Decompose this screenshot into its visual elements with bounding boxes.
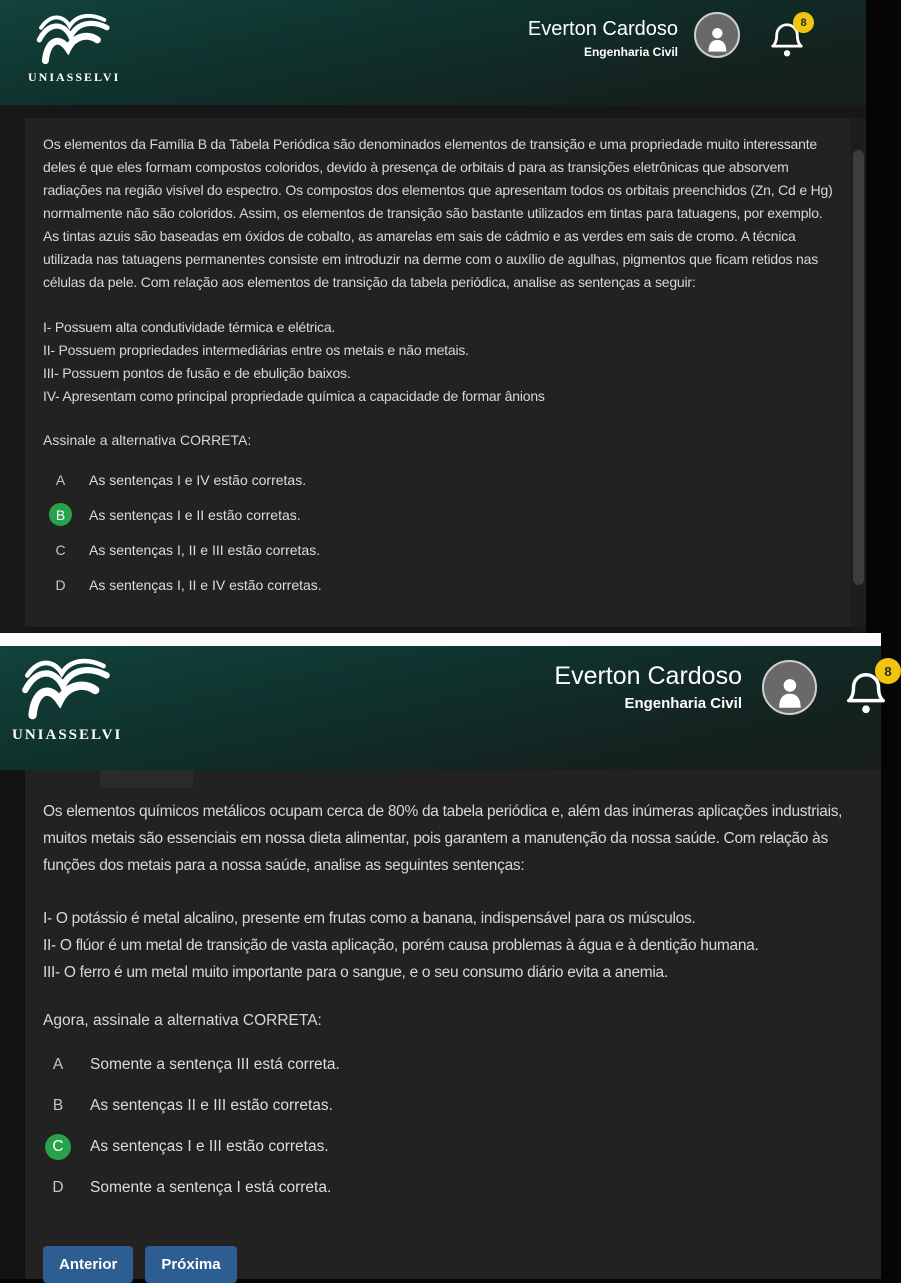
notifications-bell[interactable] <box>843 663 892 720</box>
statement-item: II- Possuem propriedades intermediárias entre os metais e não metais. <box>43 342 469 358</box>
option-letter: B <box>52 1097 64 1114</box>
previous-button[interactable]: Anterior <box>43 1246 133 1283</box>
option-letter: B <box>49 503 72 526</box>
screenshot-question-5 <box>0 646 892 1279</box>
user-name: Everton Cardoso <box>527 18 678 40</box>
notification-badge: 8 <box>793 12 814 33</box>
screenshot-question-4 <box>0 0 866 633</box>
person-icon <box>701 23 734 56</box>
statement-item: III- Possuem pontos de fusão e de ebulição baixos. <box>43 365 351 381</box>
loading-placeholder <box>100 770 193 788</box>
brand-name: UNIASSELVI <box>12 727 123 743</box>
statement-item: I- Possuem alta condutividade térmica e elétrica. <box>43 319 336 335</box>
user-course: Engenharia Civil <box>583 45 678 59</box>
option-c[interactable] <box>43 1134 863 1160</box>
option-a[interactable] <box>43 468 833 491</box>
option-letter: D <box>52 1179 64 1196</box>
option-d[interactable] <box>43 573 833 596</box>
person-icon <box>770 673 810 713</box>
option-c[interactable] <box>43 538 833 561</box>
user-name: Everton Cardoso <box>554 662 742 690</box>
option-a[interactable] <box>43 1052 863 1078</box>
brand-name: UNIASSELVI <box>28 70 121 84</box>
option-text: As sentenças II e III estão corretas. <box>90 1097 333 1114</box>
statement-list <box>43 905 863 986</box>
option-text: As sentenças I, II e IV estão corretas. <box>89 576 322 593</box>
user-meta <box>554 662 742 712</box>
statement-item: II- O flúor é um metal de transição de vasta aplicação, porém causa problemas à água e à dentição humana. <box>43 937 759 954</box>
notification-badge: 8 <box>875 658 901 684</box>
question-body: Os elementos químicos metálicos ocupam cerca de 80% da tabela periódica e, além das inúmeras aplicações industriais, muitos metais são essenciais em nossa dieta alimentar, pois garantem a manutenção da nossa saúde. Com relação às funções dos metais para a nossa saúde, analise as seguintes sentenças: <box>43 803 843 874</box>
option-text: As sentenças I e III estão corretas. <box>90 1138 329 1155</box>
statement-item: III- O ferro é um metal muito importante para o sangue, e o seu consumo diário evita a anemia. <box>43 964 668 981</box>
option-letter: C <box>55 541 66 558</box>
question-prompt: Assinale a alternativa CORRETA: <box>43 432 252 448</box>
pagination-buttons <box>43 1246 863 1283</box>
user-block <box>528 10 806 62</box>
screenshot-separator <box>0 633 881 646</box>
uniasselvi-logo[interactable] <box>28 10 120 85</box>
user-avatar[interactable] <box>762 660 817 715</box>
option-text: Somente a sentença I está correta. <box>90 1179 332 1196</box>
options-list <box>43 1052 863 1216</box>
app-header <box>0 0 866 105</box>
user-avatar[interactable] <box>694 12 740 58</box>
option-text: As sentenças I, II e III estão corretas. <box>89 541 321 558</box>
statement-item: IV- Apresentam como principal propriedade química a capacidade de formar ânions <box>43 388 545 404</box>
uniasselvi-bird-icon <box>35 10 113 68</box>
user-block <box>554 654 892 720</box>
question-panel <box>25 770 881 1279</box>
option-b[interactable] <box>43 503 833 526</box>
option-letter: A <box>52 1056 64 1073</box>
option-text: Somente a sentença III está correta. <box>90 1056 340 1073</box>
user-meta <box>528 18 678 59</box>
user-course: Engenharia Civil <box>624 695 742 712</box>
option-text: As sentenças I e II estão corretas. <box>89 506 301 523</box>
question-body: Os elementos da Família B da Tabela Periódica são denominados elementos de transição e uma propriedade muito interessante deles é que eles formam compostos coloridos, devido à presença de orbitais d para as transições eletrônicas que absorvem radiações na região visível do espectro. Os compostos dos elementos que apresentam todos os orbitais preenchidos (Zn, Cd e Hg) normalmente não são coloridos. Assim, os elementos de transição são bastante utilizados em tintas para tatuagens, por exemplo. As tintas azuis são baseadas em óxidos de cobalto, as amarelas em sais de cádmio e as verdes em sais de cromo. A técnica utilizada nas tatuagens permanentes consiste em introduzir na derme com o auxílio de agulhas, pigmentos que ficam retidos nas células da pele. Com relação aos elementos de transição da tabela periódica, analise as sentenças a seguir: <box>43 136 833 290</box>
option-d[interactable] <box>43 1175 863 1201</box>
notifications-bell[interactable] <box>768 16 806 62</box>
option-b[interactable] <box>43 1093 863 1119</box>
option-letter: C <box>45 1134 71 1160</box>
app-header <box>0 646 892 770</box>
uniasselvi-bird-icon <box>20 654 114 724</box>
uniasselvi-logo[interactable] <box>12 654 122 744</box>
scrollbar-thumb[interactable] <box>853 150 864 585</box>
question-prompt: Agora, assinale a alternativa CORRETA: <box>43 1012 322 1029</box>
options-list <box>43 468 833 608</box>
statement-list <box>43 316 833 408</box>
question-panel <box>25 118 851 627</box>
option-letter: D <box>55 576 66 593</box>
next-button[interactable]: Próxima <box>145 1246 236 1283</box>
option-text: As sentenças I e IV estão corretas. <box>89 471 307 488</box>
option-letter: A <box>55 471 66 488</box>
statement-item: I- O potássio é metal alcalino, presente em frutas como a banana, indispensável para os músculos. <box>43 910 696 927</box>
scrollbar-track[interactable] <box>851 118 866 627</box>
